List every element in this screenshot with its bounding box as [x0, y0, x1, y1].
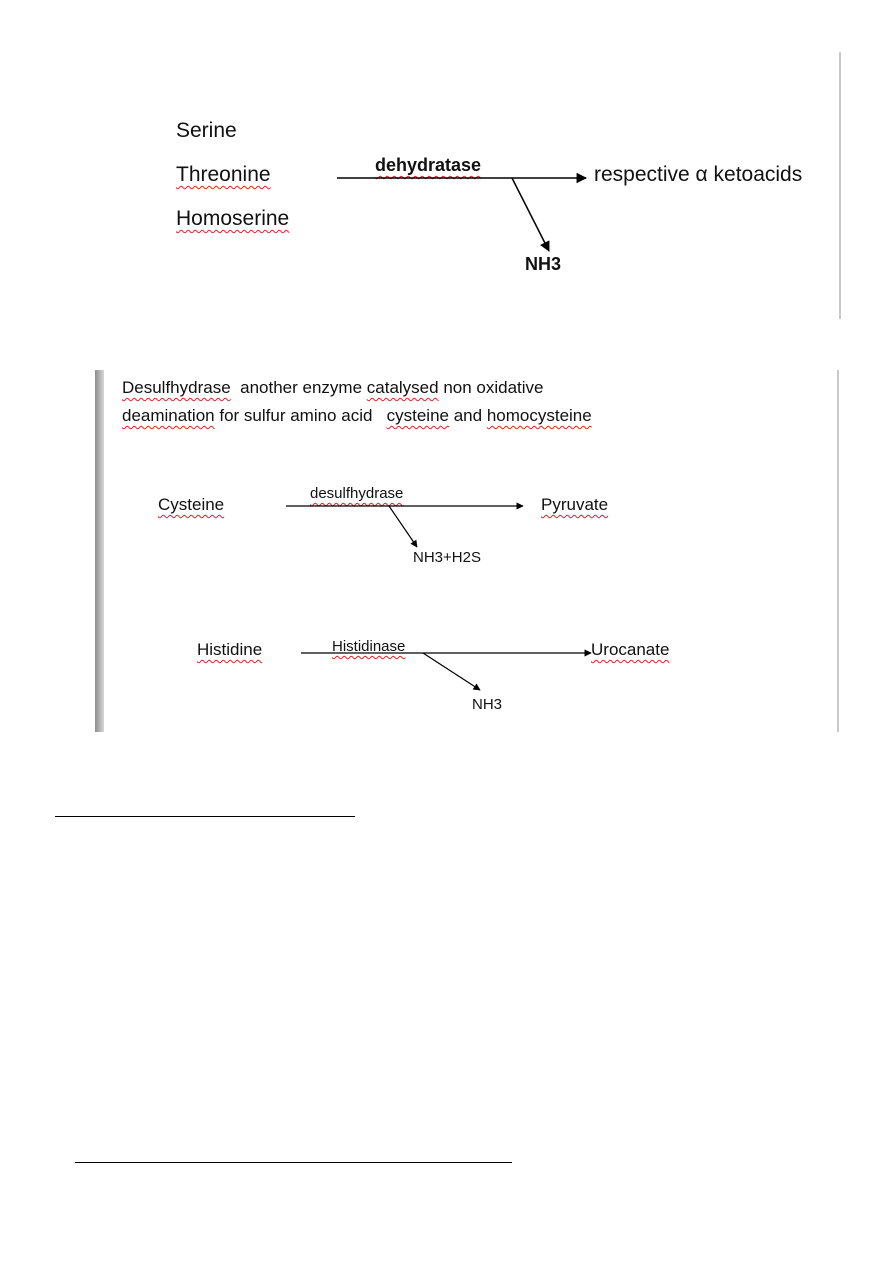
byproduct-label: NH3	[525, 254, 562, 274]
reaction-arrows	[95, 370, 840, 732]
reaction-arrows	[0, 0, 893, 330]
histidine-byproduct-arrow	[423, 653, 480, 690]
desulfhydrase-enzyme: desulfhydrase	[310, 485, 404, 502]
substrate-threonine: Threonine	[176, 163, 271, 186]
histidinase-enzyme: Histidinase	[332, 638, 406, 655]
cysteine-substrate: Cysteine	[158, 495, 225, 514]
substrate-serine: Serine	[176, 119, 237, 142]
product-label: respective α ketoacids	[594, 163, 803, 186]
horizontal-rule-1	[55, 816, 355, 817]
desulfhydrase-figure	[95, 370, 840, 732]
histidine-substrate: Histidine	[197, 640, 263, 659]
nh3-h2s-byproduct: NH3+H2S	[413, 549, 481, 566]
pyruvate-product: Pyruvate	[541, 495, 609, 514]
byproduct-arrow	[512, 178, 549, 251]
cysteine-byproduct-arrow	[389, 506, 417, 547]
substrate-homoserine: Homoserine	[176, 207, 290, 230]
dehydratase-figure	[0, 0, 893, 330]
nh3-byproduct: NH3	[472, 696, 503, 713]
horizontal-rule-2	[75, 1162, 512, 1163]
urocanate-product: Urocanate	[591, 640, 670, 659]
enzyme-label: dehydratase	[375, 155, 482, 175]
description-line-2: deamination for sulfur amino acid cysteine and homocysteine	[122, 406, 592, 425]
description-line-1: Desulfhydrase another enzyme catalysed non oxidative	[122, 378, 544, 397]
